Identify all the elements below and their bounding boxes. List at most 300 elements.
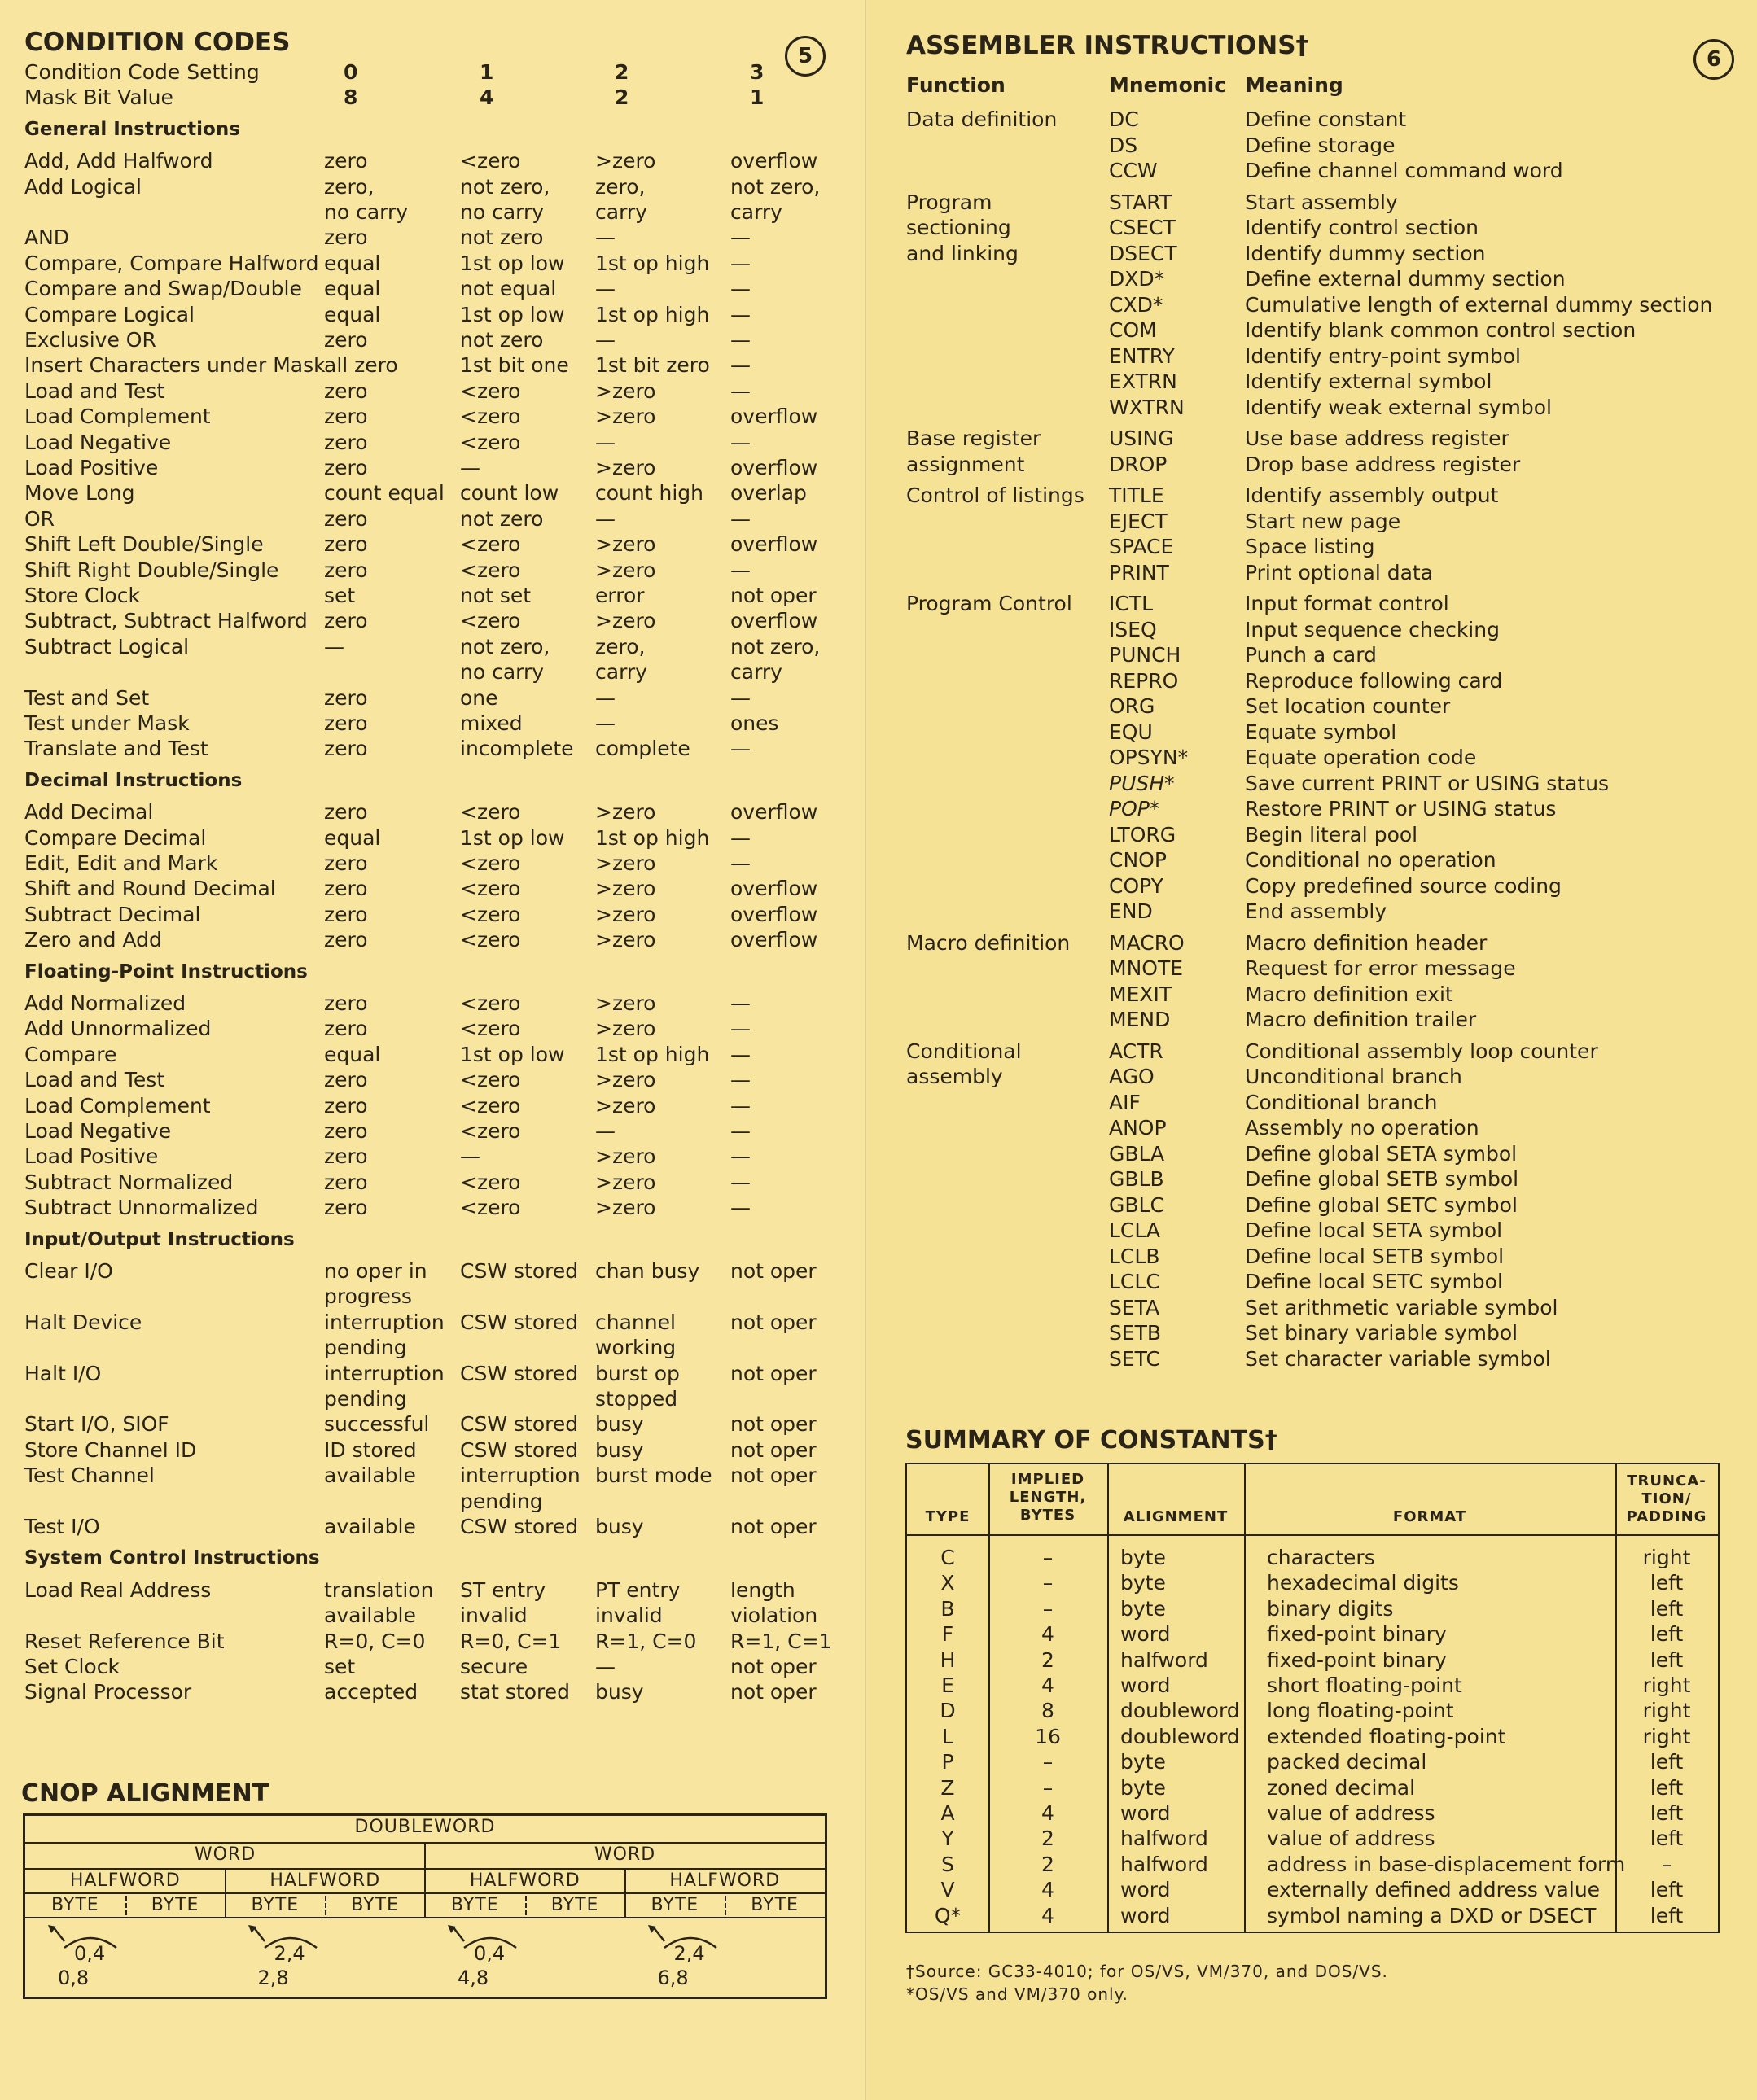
mnemonic: AGO: [1109, 1065, 1155, 1088]
constant-type: Z: [940, 1775, 955, 1800]
condition-cell: CSW stored: [460, 1515, 579, 1538]
mnemonic: CCW: [1109, 159, 1158, 182]
constant-length: –: [1042, 1571, 1054, 1595]
condition-cell: —: [730, 1196, 751, 1220]
condition-cell: count low: [460, 481, 559, 505]
condition-cell: —: [730, 851, 751, 875]
condition-cell: zero: [324, 558, 368, 582]
mnemonic: ANOP: [1109, 1116, 1167, 1140]
condition-cell: equal: [324, 251, 381, 275]
mnemonic: EQU: [1109, 720, 1153, 744]
condition-cell: >zero: [595, 149, 656, 173]
condition-cell: CSW stored: [460, 1259, 579, 1283]
section-heading: Input/Output Instructions: [24, 1228, 295, 1250]
section-heading: Decimal Instructions: [24, 769, 243, 791]
condition-cell: zero: [324, 609, 368, 633]
condition-cell: >zero: [595, 1144, 656, 1169]
condition-cell: —: [595, 685, 616, 710]
mnemonic: LTORG: [1109, 822, 1176, 847]
condition-cell: interruption: [460, 1463, 581, 1488]
constant-padding: left: [1650, 1903, 1684, 1927]
condition-cell: overflow: [730, 902, 818, 926]
instruction-name: Load Positive: [24, 456, 159, 479]
condition-cell: zero: [324, 711, 368, 735]
constant-length: –: [1042, 1775, 1054, 1800]
condition-cell: >zero: [595, 1017, 656, 1041]
condition-cell: chan busy: [595, 1259, 700, 1283]
constant-format: value of address: [1267, 1801, 1435, 1825]
constants-title: SUMMARY OF CONSTANTS†: [905, 1426, 1277, 1455]
condition-cell: overlap: [730, 481, 807, 505]
word-label: WORD: [594, 1844, 656, 1865]
condition-cell: overflow: [730, 928, 818, 952]
condition-cell: overflow: [730, 609, 818, 633]
instruction-name: Insert Characters under Mask: [24, 353, 326, 378]
condition-cell: invalid: [595, 1603, 663, 1628]
meaning: Define global SETA symbol: [1245, 1141, 1518, 1166]
condition-cell: —: [460, 456, 480, 479]
instruction-name: Load and Test: [24, 1068, 165, 1092]
condition-cell: carry: [730, 660, 782, 685]
function-label: Conditional: [906, 1039, 1022, 1063]
condition-cell: >zero: [595, 1093, 656, 1118]
meaning: Macro definition exit: [1245, 982, 1453, 1006]
condition-cell: secure: [460, 1655, 528, 1678]
meaning: Print optional data: [1245, 560, 1434, 584]
meaning: Unconditional branch: [1245, 1065, 1462, 1088]
constant-length: 4: [1041, 1801, 1054, 1825]
condition-cell: zero: [324, 506, 368, 531]
condition-cell: pending: [324, 1387, 407, 1411]
function-label: Data definition: [906, 107, 1058, 131]
mnemonic: PUNCH: [1109, 643, 1181, 667]
mnemonic: REPRO: [1109, 668, 1179, 693]
constant-format: symbol naming a DXD or DSECT: [1267, 1903, 1597, 1927]
mnemonic: ISEQ: [1109, 617, 1157, 641]
byte-label: BYTE: [51, 1895, 99, 1915]
condition-cell: —: [324, 634, 344, 658]
constant-length: –: [1042, 1546, 1054, 1569]
condition-cell: —: [730, 1170, 751, 1194]
mnemonic: PUSH*: [1109, 771, 1175, 795]
condition-cell: zero: [324, 991, 368, 1015]
condition-cell: —: [730, 1068, 751, 1092]
mnemonic: OPSYN*: [1109, 746, 1189, 769]
mnemonic: PRINT: [1109, 560, 1169, 584]
mnemonic: GBLC: [1109, 1192, 1164, 1217]
constant-format: packed decimal: [1267, 1750, 1427, 1774]
condition-cell: <zero: [460, 609, 521, 633]
mnemonic: EXTRN: [1109, 370, 1177, 393]
cnop-top-value: 2,4: [274, 1942, 305, 1965]
halfword-label: HALFWORD: [269, 1870, 381, 1891]
instruction-name: Exclusive OR: [24, 328, 156, 352]
constant-length: 2: [1041, 1647, 1054, 1672]
constant-format: long floating-point: [1267, 1699, 1454, 1723]
header-alignment: ALIGNMENT: [1123, 1508, 1229, 1525]
meaning: Identify external symbol: [1245, 370, 1492, 393]
condition-cell: zero: [324, 532, 368, 557]
constant-type: P: [941, 1750, 954, 1774]
header-function: Function: [906, 73, 1006, 97]
constant-type: C: [940, 1546, 955, 1569]
mnemonic: CSECT: [1109, 216, 1176, 239]
condition-cell: —: [730, 302, 751, 326]
mnemonic: LCLC: [1109, 1270, 1160, 1293]
constant-format: zoned decimal: [1267, 1775, 1416, 1800]
condition-cell: —: [730, 685, 751, 710]
instruction-name: Edit, Edit and Mark: [24, 851, 218, 875]
constants-table: [905, 1463, 1720, 1933]
constant-padding: left: [1650, 1571, 1684, 1595]
constant-format: hexadecimal digits: [1267, 1571, 1459, 1595]
constant-padding: right: [1642, 1699, 1691, 1723]
meaning: Identify control section: [1245, 216, 1479, 239]
condition-cell: busy: [595, 1437, 644, 1462]
condition-cell: zero: [324, 902, 368, 926]
header-truncation: TION/: [1641, 1490, 1692, 1507]
constant-padding: –: [1661, 1852, 1672, 1876]
condition-cell: <zero: [460, 1119, 521, 1143]
instruction-name: Test under Mask: [24, 711, 190, 735]
setting-value: 0: [344, 60, 358, 84]
condition-cell: —: [730, 558, 751, 582]
condition-cell: mixed: [460, 711, 523, 735]
mnemonic: MNOTE: [1109, 956, 1184, 980]
instruction-name: Add Normalized: [24, 991, 186, 1015]
condition-cell: CSW stored: [460, 1412, 579, 1437]
condition-cell: —: [595, 1119, 616, 1143]
function-label: Control of listings: [906, 483, 1084, 507]
mnemonic: SETC: [1109, 1346, 1160, 1371]
condition-cell: >zero: [595, 378, 656, 403]
condition-cell: >zero: [595, 456, 656, 479]
condition-cell: equal: [324, 302, 381, 326]
constant-length: 4: [1041, 1903, 1054, 1927]
instruction-name: Shift Right Double/Single: [24, 558, 279, 582]
instruction-name: Load Complement: [24, 1093, 211, 1118]
mnemonic: CNOP: [1109, 848, 1167, 872]
constant-length: –: [1042, 1750, 1054, 1774]
constant-format: address in base-displacement form: [1267, 1852, 1626, 1876]
constant-padding: left: [1650, 1622, 1684, 1647]
page-number-6: 6: [1693, 39, 1734, 80]
meaning: Cumulative length of external dummy section: [1245, 292, 1713, 317]
header-format: FORMAT: [1392, 1508, 1467, 1525]
instruction-name: Subtract Unnormalized: [24, 1196, 259, 1220]
meaning: Define external dummy section: [1245, 267, 1566, 291]
condition-cell: zero: [324, 430, 368, 454]
instruction-name: Load Negative: [24, 1119, 172, 1143]
meaning: Macro definition trailer: [1245, 1008, 1477, 1031]
header-type: TYPE: [925, 1508, 971, 1525]
constant-length: 4: [1041, 1878, 1054, 1902]
condition-cell: —: [730, 378, 751, 403]
instruction-name: Store Channel ID: [24, 1437, 197, 1462]
condition-cell: not oper: [730, 1655, 817, 1678]
instruction-name: Load Real Address: [24, 1577, 212, 1602]
condition-cell: 1st op low: [460, 1042, 565, 1066]
condition-cell: 1st op high: [595, 251, 710, 275]
constant-alignment: byte: [1120, 1750, 1166, 1774]
constant-length: 2: [1041, 1852, 1054, 1876]
mnemonic: DXD*: [1109, 267, 1165, 291]
condition-cell: —: [730, 328, 751, 352]
constant-type: D: [940, 1699, 956, 1723]
meaning: Set arithmetic variable symbol: [1245, 1295, 1558, 1319]
condition-cell: translation: [324, 1577, 434, 1602]
condition-cell: zero: [324, 928, 368, 952]
condition-cell: PT entry: [595, 1577, 681, 1602]
condition-cell: overflow: [730, 405, 818, 429]
byte-label: BYTE: [451, 1895, 499, 1915]
instruction-name: Test Channel: [24, 1463, 155, 1488]
source-note: †Source: GC33-4010; for OS/VS, VM/370, and DOS/VS.: [906, 1962, 1388, 1981]
condition-cell: overflow: [730, 149, 818, 173]
instruction-name: OR: [24, 506, 55, 531]
mask-label: Mask Bit Value: [24, 85, 173, 110]
mnemonic: POP*: [1109, 797, 1160, 820]
meaning: Start new page: [1245, 509, 1401, 533]
cnop-top-value: 0,4: [74, 1942, 106, 1965]
condition-cell: —: [595, 430, 616, 454]
condition-cell: <zero: [460, 1170, 521, 1194]
meaning: Define local SETA symbol: [1245, 1218, 1503, 1242]
constant-alignment: doubleword: [1120, 1699, 1240, 1723]
cnop-top-value: 0,4: [474, 1942, 506, 1965]
meaning: Begin literal pool: [1245, 822, 1418, 847]
condition-cell: >zero: [595, 532, 656, 557]
mnemonic: COM: [1109, 318, 1157, 342]
instruction-name: Move Long: [24, 481, 135, 505]
header-length: LENGTH,: [1009, 1489, 1087, 1506]
condition-cell: not zero,: [730, 634, 821, 658]
mnemonic: START: [1109, 190, 1172, 214]
instruction-name: Subtract Normalized: [24, 1170, 234, 1194]
mnemonic: DS: [1109, 133, 1138, 157]
meaning: Conditional branch: [1245, 1090, 1438, 1114]
condition-cell: 1st bit one: [460, 353, 569, 378]
constant-type: F: [941, 1622, 954, 1647]
condition-cell: >zero: [595, 877, 656, 901]
condition-cell: <zero: [460, 851, 521, 875]
meaning: Use base address register: [1245, 427, 1509, 450]
constant-format: fixed-point binary: [1267, 1622, 1447, 1647]
instruction-name: Shift and Round Decimal: [24, 877, 276, 901]
mnemonic: SETB: [1109, 1321, 1162, 1345]
constant-alignment: doubleword: [1120, 1724, 1240, 1748]
condition-cell: >zero: [595, 991, 656, 1015]
mask-value: 8: [344, 85, 358, 110]
function-label: Program: [906, 190, 992, 214]
condition-cell: CSW stored: [460, 1361, 579, 1385]
condition-cell: —: [460, 1144, 480, 1169]
instruction-name: Translate and Test: [24, 737, 208, 761]
constant-padding: left: [1650, 1775, 1684, 1800]
instruction-name: Signal Processor: [24, 1680, 192, 1704]
constant-format: binary digits: [1267, 1596, 1394, 1621]
mnemonic: CXD*: [1109, 292, 1163, 317]
condition-cell: —: [730, 430, 751, 454]
page-number-5: 5: [785, 36, 826, 77]
constant-alignment: word: [1120, 1673, 1171, 1697]
condition-cell: —: [730, 1093, 751, 1118]
condition-cell: <zero: [460, 1093, 521, 1118]
constant-alignment: halfword: [1120, 1852, 1208, 1876]
constant-alignment: byte: [1120, 1571, 1166, 1595]
mnemonic: GBLA: [1109, 1141, 1165, 1166]
condition-cell: accepted: [324, 1680, 418, 1704]
condition-cell: available: [324, 1603, 416, 1628]
condition-cell: <zero: [460, 149, 521, 173]
mnemonic: DC: [1109, 107, 1139, 131]
function-label: and linking: [906, 241, 1019, 265]
cnop-divider: [624, 1868, 626, 1917]
constant-padding: right: [1642, 1546, 1691, 1569]
meaning: Define storage: [1245, 133, 1396, 157]
meaning: Equate operation code: [1245, 746, 1477, 769]
byte-label: BYTE: [251, 1895, 300, 1915]
condition-cell: >zero: [595, 558, 656, 582]
instruction-name: Reset Reference Bit: [24, 1629, 225, 1653]
instruction-name: Compare, Compare Halfword: [24, 251, 319, 275]
condition-cell: overflow: [730, 532, 818, 557]
meaning: Identify weak external symbol: [1245, 395, 1552, 419]
instruction-name: Subtract, Subtract Halfword: [24, 609, 308, 633]
constant-type: H: [940, 1647, 956, 1672]
condition-cell: 1st op high: [595, 302, 710, 326]
condition-cell: error: [595, 584, 645, 607]
mnemonic: ACTR: [1109, 1039, 1163, 1063]
condition-cell: set: [324, 584, 356, 607]
condition-cell: >zero: [595, 800, 656, 825]
meaning: Punch a card: [1245, 643, 1377, 667]
constant-alignment: halfword: [1120, 1647, 1208, 1672]
constant-padding: left: [1650, 1801, 1684, 1825]
cnop-alignment-diagram: [23, 1813, 827, 1999]
condition-cell: no carry: [324, 200, 409, 224]
condition-cell: >zero: [595, 928, 656, 952]
meaning: Equate symbol: [1245, 720, 1397, 744]
condition-cell: not zero: [460, 328, 544, 352]
condition-cell: interruption: [324, 1361, 445, 1385]
setting-value: 3: [750, 60, 765, 84]
meaning: Identify blank common control section: [1245, 318, 1637, 342]
condition-cell: —: [730, 991, 751, 1015]
header-mnemonic: Mnemonic: [1109, 73, 1227, 97]
condition-cell: not zero,: [460, 174, 550, 199]
condition-cell: zero: [324, 456, 368, 479]
instruction-name: Clear I/O: [24, 1259, 113, 1283]
condition-cell: zero,: [595, 174, 646, 199]
instruction-name: Test I/O: [24, 1515, 100, 1538]
halfword-label: HALFWORD: [469, 1870, 581, 1891]
cnop-bottom-value: 0,8: [58, 1967, 90, 1989]
condition-cell: burst op: [595, 1361, 680, 1385]
condition-cell: not oper: [730, 1310, 817, 1334]
meaning: Conditional assembly loop counter: [1245, 1039, 1598, 1063]
condition-cell: not zero,: [730, 174, 821, 199]
condition-cell: ST entry: [460, 1577, 546, 1602]
condition-cell: not set: [460, 584, 532, 607]
condition-cell: —: [595, 277, 616, 301]
condition-cell: overflow: [730, 456, 818, 479]
condition-cell: zero: [324, 1170, 368, 1194]
instruction-name: Add Logical: [24, 174, 142, 199]
setting-value: 2: [615, 60, 629, 84]
condition-cell: not zero,: [460, 634, 550, 658]
instruction-name: Add Unnormalized: [24, 1017, 212, 1041]
constant-padding: right: [1642, 1724, 1691, 1748]
meaning: Define local SETB symbol: [1245, 1244, 1505, 1268]
constant-format: short floating-point: [1267, 1673, 1462, 1697]
condition-cell: —: [595, 506, 616, 531]
meaning: Request for error message: [1245, 956, 1516, 980]
condition-cell: zero: [324, 1196, 368, 1220]
condition-cell: interruption: [324, 1310, 445, 1334]
byte-label: BYTE: [151, 1895, 199, 1915]
mnemonic: COPY: [1109, 873, 1163, 898]
instruction-name: AND: [24, 225, 70, 250]
condition-cell: —: [595, 711, 616, 735]
condition-cell: —: [730, 825, 751, 850]
constant-length: 8: [1041, 1699, 1054, 1723]
condition-cell: complete: [595, 737, 690, 761]
meaning: Macro definition header: [1245, 930, 1488, 955]
condition-cell: not zero: [460, 225, 544, 250]
condition-cell: busy: [595, 1515, 644, 1538]
constant-format: value of address: [1267, 1827, 1435, 1851]
cnop-top-value: 2,4: [673, 1942, 705, 1965]
condition-cell: progress: [324, 1284, 412, 1309]
condition-cell: —: [595, 225, 616, 250]
halfword-label: HALFWORD: [669, 1870, 781, 1891]
constant-type: Q*: [934, 1903, 962, 1927]
meaning: End assembly: [1245, 899, 1387, 923]
constant-format: externally defined address value: [1267, 1878, 1601, 1902]
instruction-name: Load Positive: [24, 1144, 159, 1169]
meaning: Assembly no operation: [1245, 1116, 1479, 1140]
mnemonic: WXTRN: [1109, 395, 1185, 419]
condition-cell: busy: [595, 1412, 644, 1437]
meaning: Identify entry-point symbol: [1245, 343, 1521, 368]
condition-cell: —: [730, 1119, 751, 1143]
mnemonic: SETA: [1109, 1295, 1160, 1319]
condition-cell: carry: [595, 200, 647, 224]
mnemonic: MEND: [1109, 1008, 1171, 1031]
condition-cell: 1st op low: [460, 302, 565, 326]
cnop-bottom-value: 4,8: [458, 1967, 489, 1989]
header-truncation: PADDING: [1626, 1508, 1707, 1525]
constant-alignment: halfword: [1120, 1827, 1208, 1851]
condition-cell: R=1, C=1: [730, 1629, 832, 1653]
header-meaning: Meaning: [1245, 73, 1343, 97]
setting-label: Condition Code Setting: [24, 60, 260, 84]
constant-format: characters: [1267, 1546, 1375, 1569]
instruction-name: Halt I/O: [24, 1361, 102, 1385]
byte-label: BYTE: [550, 1895, 599, 1915]
condition-cell: <zero: [460, 430, 521, 454]
meaning: Set binary variable symbol: [1245, 1321, 1518, 1345]
mnemonic: DROP: [1109, 452, 1168, 476]
condition-cell: not zero: [460, 506, 544, 531]
condition-cell: no oper in: [324, 1259, 427, 1283]
function-label: Base register: [906, 427, 1041, 450]
mnemonic: LCLB: [1109, 1244, 1160, 1268]
constant-length: 4: [1041, 1622, 1054, 1647]
condition-cell: not oper: [730, 1437, 817, 1462]
condition-cell: no carry: [460, 200, 545, 224]
